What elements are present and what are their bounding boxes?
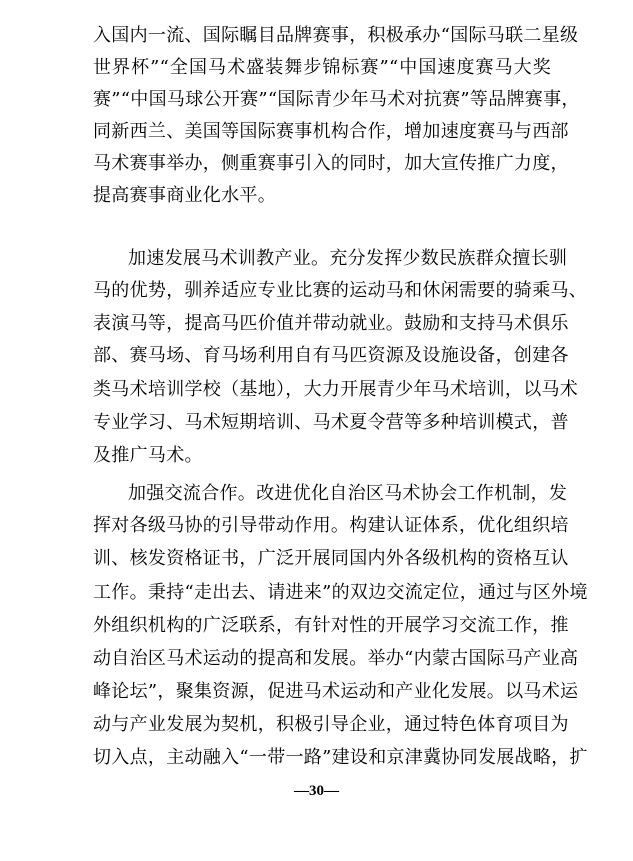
paragraph-first-line xyxy=(128,478,568,510)
text-line: 世界杯”“全国马术盛装舞步锦标赛”“中国速度赛马大奖 xyxy=(93,57,551,78)
text-line: 工作。秉持“走出去、请进来”的双边交流定位，通过与区外境 xyxy=(93,582,588,603)
text-line: 入国内一流、国际瞩目品牌赛事，积极承办“国际马联二星级 xyxy=(93,25,579,46)
text-line: 峰论坛”，聚集资源，促进马术运动和产业化发展。以马术运 xyxy=(93,681,579,702)
section-heading: 加强交流合作。 xyxy=(128,483,257,504)
text-line: 动与产业发展为契机，积极引导企业，通过特色体育项目为 xyxy=(93,714,569,735)
text-line: 表演马等，提高马匹价值并带动就业。鼓励和支持马术俱乐 xyxy=(93,313,569,334)
text-line: 及推广马术。 xyxy=(93,445,203,466)
text-line: 类马术培训学校（基地），大力开展青少年马术培训，以马术 xyxy=(93,379,579,400)
text-line: 外组织机构的广泛联系，有针对性的开展学习交流工作，推 xyxy=(93,615,569,636)
text-span: 充分发挥少数民族群众擅长驯 xyxy=(329,248,568,269)
paragraph-first-line xyxy=(128,243,568,275)
text-line: 马的优势，驯养适应专业比赛的运动马和休闲需要的骑乘马、 xyxy=(93,280,588,301)
text-line: 赛”“中国马球公开赛”“国际青少年马术对抗赛”等品牌赛事， xyxy=(93,89,580,110)
text-span: 改进优化自治区马术协会工作机制，发 xyxy=(256,483,568,504)
text-line: 专业学习、马术短期培训、马术夏令营等多种培训模式，普 xyxy=(93,412,569,433)
text-line: 部、赛马场、育马场利用自有马匹资源及设施设备，创建各 xyxy=(93,345,569,366)
text-line: 训、核发资格证书，广泛开展同国内外各级机构的资格互认 xyxy=(93,548,569,569)
section-heading: 加速发展马术训教产业。 xyxy=(128,248,330,269)
text-line: 同新西兰、美国等国际赛事机构合作，增加速度赛马与西部 xyxy=(93,121,569,142)
text-line: 动自治区马术运动的提高和发展。举办“内蒙古国际马产业高 xyxy=(93,648,579,669)
page-number: —30— xyxy=(294,783,339,799)
text-line: 提高赛事商业化水平。 xyxy=(93,185,276,206)
text-line: 挥对各级马协的引导带动作用。构建认证体系，优化组织培 xyxy=(93,515,569,536)
text-line: 切入点，主动融入“一带一路”建设和京津冀协同发展战略，扩 xyxy=(93,747,588,768)
text-line: 马术赛事举办，侧重赛事引入的同时，加大宣传推广力度， xyxy=(93,153,569,174)
